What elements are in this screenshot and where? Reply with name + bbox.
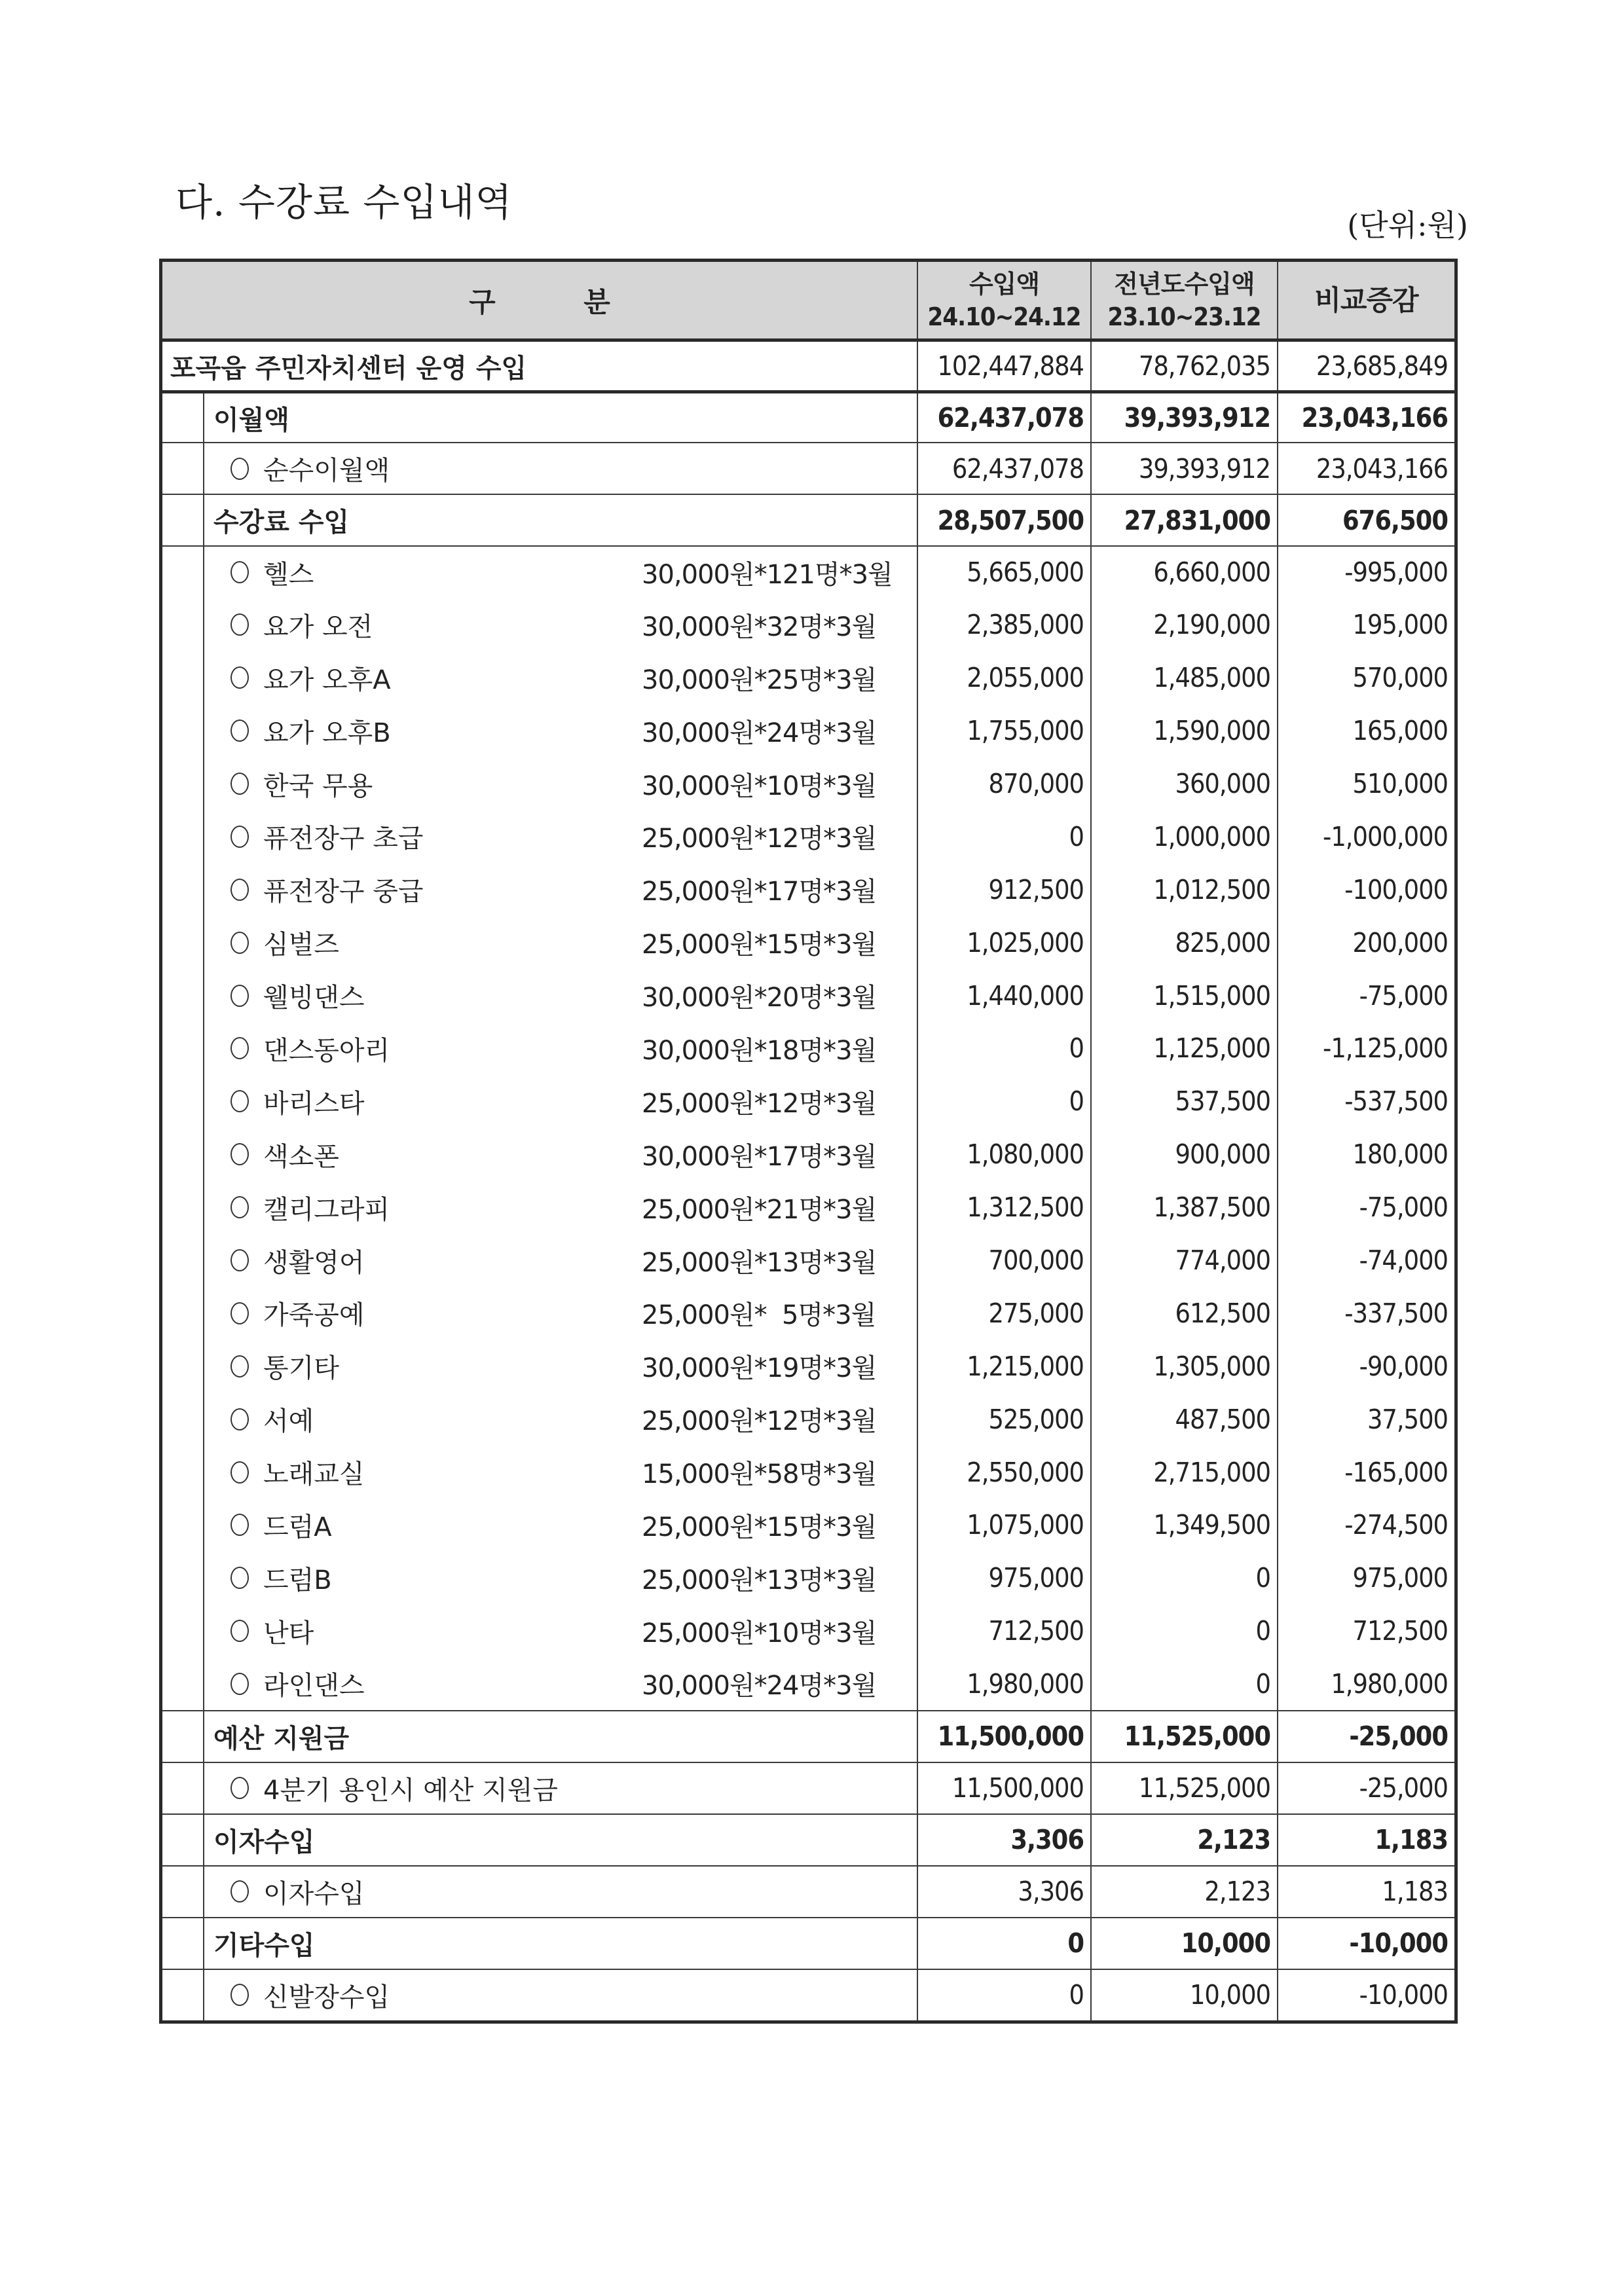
- item-label: [162, 1446, 917, 1499]
- table-row-item: [162, 1865, 1454, 1917]
- indent-column: [162, 1286, 204, 1339]
- item-label: [162, 810, 917, 863]
- group-label: [162, 1815, 917, 1865]
- item-label: [162, 1286, 917, 1339]
- header-previous-title: 전년도수입액: [1114, 269, 1255, 299]
- item-label: [162, 547, 917, 598]
- cell-current: 975,000: [917, 1552, 1090, 1605]
- fee-calculation: 30,000원*121명*3월: [642, 559, 893, 590]
- cell-diff: 1,183: [1277, 1867, 1454, 1917]
- fee-calculation: 25,000원*15명*3월: [642, 1512, 877, 1542]
- cell-previous: 2,190,000: [1090, 598, 1277, 651]
- circle-bullet-icon: [231, 613, 249, 636]
- indent-column: [162, 1552, 204, 1605]
- circle-bullet-icon: [231, 1355, 249, 1377]
- cell-diff: 180,000: [1277, 1128, 1454, 1181]
- indent-column: [162, 547, 204, 598]
- cell-current: 1,755,000: [917, 704, 1090, 757]
- fee-calculation: 25,000원*17명*3월: [642, 877, 877, 907]
- cell-diff: -25,000: [1277, 1763, 1454, 1813]
- fee-calculation: 25,000원*13명*3월: [642, 1247, 877, 1278]
- table-row-group-interest: [162, 1813, 1454, 1865]
- item-label: [162, 1181, 917, 1234]
- cell-previous: 27,831,000: [1090, 495, 1277, 545]
- fee-calculation: 30,000원*24명*3월: [642, 718, 877, 748]
- fee-calculation: 25,000원*12명*3월: [642, 824, 877, 854]
- table-header: [162, 262, 1454, 338]
- fee-calculation: 25,000원*13명*3월: [642, 1565, 877, 1595]
- cell-diff: 200,000: [1277, 916, 1454, 969]
- fee-calculation: 25,000원*15명*3월: [642, 930, 877, 960]
- fee-calculation: 30,000원*32명*3월: [642, 611, 877, 642]
- cell-current: 0: [917, 1022, 1090, 1075]
- table-row-group-carryover: [162, 390, 1454, 442]
- circle-bullet-icon: [231, 1037, 249, 1059]
- fee-calculation: 30,000원*20명*3월: [642, 983, 877, 1013]
- indent-column: [162, 651, 204, 704]
- cell-current: 1,215,000: [917, 1339, 1090, 1393]
- item-label: [162, 1128, 917, 1181]
- cell-current: 11,500,000: [917, 1711, 1090, 1762]
- cell-current: 870,000: [917, 757, 1090, 811]
- cell-previous: 1,012,500: [1090, 863, 1277, 916]
- circle-bullet-icon: [231, 1777, 249, 1799]
- cell-diff: 510,000: [1277, 757, 1454, 811]
- cell-diff: -1,000,000: [1277, 810, 1454, 863]
- cell-current: 11,500,000: [917, 1763, 1090, 1813]
- circle-bullet-icon: [231, 826, 249, 848]
- cell-diff: 676,500: [1277, 495, 1454, 545]
- indent-column: [162, 1022, 204, 1075]
- circle-bullet-icon: [231, 1673, 249, 1695]
- cell-current: 1,025,000: [917, 916, 1090, 969]
- cell-current: 3,306: [917, 1867, 1090, 1917]
- item-label-text: 가죽공예: [263, 1300, 365, 1331]
- item-label: [162, 1339, 917, 1393]
- cell-diff: -74,000: [1277, 1234, 1454, 1287]
- table-row-item: [162, 1762, 1454, 1813]
- item-label: [162, 1499, 917, 1552]
- fee-calculation: 25,000원*12명*3월: [642, 1406, 877, 1437]
- cell-previous: 2,123: [1090, 1815, 1277, 1865]
- table-row-group-budget: [162, 1710, 1454, 1762]
- group-label-text: 수강료 수입: [213, 507, 350, 538]
- section-title: 다. 수강료 수입내역: [175, 180, 513, 225]
- indent-column: [162, 1075, 204, 1128]
- item-label-text: 퓨전장구 중급: [263, 877, 424, 907]
- cell-previous: 1,387,500: [1090, 1181, 1277, 1234]
- cell-diff: 712,500: [1277, 1605, 1454, 1658]
- cell-previous: 1,485,000: [1090, 651, 1277, 704]
- cell-previous: 10,000: [1090, 1918, 1277, 1969]
- item-label-text: 통기타: [263, 1353, 339, 1384]
- cell-current: 1,980,000: [917, 1658, 1090, 1710]
- item-label-text: 서예: [263, 1406, 314, 1437]
- table-row-total: [162, 338, 1454, 390]
- group-label: [162, 1711, 917, 1762]
- cell-current: 5,665,000: [917, 547, 1090, 598]
- indent-column: [162, 443, 204, 494]
- group-label-text: 기타수입: [213, 1930, 315, 1961]
- item-label-text: 드럼A: [263, 1512, 332, 1542]
- cell-diff: 23,043,166: [1277, 443, 1454, 494]
- table-row-item: [162, 1658, 1454, 1710]
- item-label-text: 신발장수입: [263, 1982, 390, 2013]
- table-row-group-other: [162, 1917, 1454, 1969]
- fee-calculation: 30,000원*24명*3월: [642, 1671, 877, 1702]
- indent-column: [162, 969, 204, 1022]
- indent-column: [162, 1970, 204, 2020]
- circle-bullet-icon: [231, 879, 249, 901]
- income-table: [159, 259, 1458, 2024]
- cell-current: 2,550,000: [917, 1446, 1090, 1499]
- indent-column: [162, 1181, 204, 1234]
- cell-current: 1,075,000: [917, 1499, 1090, 1552]
- cell-diff: -995,000: [1277, 547, 1454, 598]
- circle-bullet-icon: [231, 985, 249, 1007]
- table-row-item: [162, 1446, 1454, 1499]
- cell-previous: 612,500: [1090, 1286, 1277, 1339]
- fee-calculation: 30,000원*18명*3월: [642, 1035, 877, 1066]
- header-diff: [1277, 262, 1454, 338]
- item-label-text: 요가 오후A: [263, 665, 391, 695]
- fee-calculation: 25,000원* 5명*3월: [642, 1300, 876, 1331]
- cell-previous: 1,515,000: [1090, 969, 1277, 1022]
- fee-calculation: 30,000원*25명*3월: [642, 665, 877, 695]
- item-label-text: 웰빙댄스: [263, 983, 365, 1013]
- table-row-item: [162, 1075, 1454, 1128]
- cell-diff: -75,000: [1277, 969, 1454, 1022]
- indent-column: [162, 1234, 204, 1287]
- cell-diff: 975,000: [1277, 1552, 1454, 1605]
- item-label-text: 요가 오전: [263, 611, 373, 642]
- item-label-text: 색소폰: [263, 1141, 339, 1172]
- cell-previous: 0: [1090, 1658, 1277, 1710]
- cell-diff: -1,125,000: [1277, 1022, 1454, 1075]
- fee-calculation: 25,000원*10명*3월: [642, 1618, 877, 1649]
- cell-current: 700,000: [917, 1234, 1090, 1287]
- indent-column: [162, 757, 204, 811]
- item-label: [162, 443, 917, 494]
- fee-calculation: 30,000원*19명*3월: [642, 1353, 877, 1384]
- cell-current: 525,000: [917, 1393, 1090, 1446]
- item-label-text: 헬스: [263, 559, 314, 590]
- item-label: [162, 1393, 917, 1446]
- item-label-text: 요가 오후B: [263, 718, 391, 748]
- indent-column: [162, 1763, 204, 1813]
- cell-diff: -10,000: [1277, 1970, 1454, 2020]
- cell-diff: -25,000: [1277, 1711, 1454, 1762]
- group-label: [162, 495, 917, 545]
- table-row-item: [162, 1181, 1454, 1234]
- cell-diff: 1,183: [1277, 1815, 1454, 1865]
- table-row-item: [162, 1022, 1454, 1075]
- circle-bullet-icon: [231, 1408, 249, 1430]
- circle-bullet-icon: [231, 1567, 249, 1589]
- item-label-text: 순수이월액: [263, 456, 390, 486]
- cell-previous: 1,000,000: [1090, 810, 1277, 863]
- item-label: [162, 1658, 917, 1710]
- group-label-text: 예산 지원금: [213, 1723, 350, 1754]
- circle-bullet-icon: [231, 1880, 249, 1903]
- cell-current: 0: [917, 810, 1090, 863]
- circle-bullet-icon: [231, 1461, 249, 1484]
- fee-calculation: 30,000원*17명*3월: [642, 1141, 877, 1172]
- table-row-item: [162, 545, 1454, 598]
- indent-column: [162, 1711, 204, 1762]
- item-label: [162, 1867, 917, 1917]
- table-row-item: [162, 757, 1454, 811]
- indent-column: [162, 495, 204, 545]
- cell-current: 62,437,078: [917, 393, 1090, 442]
- table-row-item: [162, 1128, 1454, 1181]
- header-current: [917, 262, 1090, 338]
- cell-current: 102,447,884: [917, 342, 1090, 390]
- table-row-item: [162, 916, 1454, 969]
- cell-previous: 78,762,035: [1090, 342, 1277, 390]
- cell-previous: 900,000: [1090, 1128, 1277, 1181]
- cell-current: 2,055,000: [917, 651, 1090, 704]
- table-row-item: [162, 1234, 1454, 1287]
- item-label-text: 드럼B: [263, 1565, 332, 1595]
- table-row-item: [162, 1286, 1454, 1339]
- indent-column: [162, 1867, 204, 1917]
- item-label: [162, 704, 917, 757]
- indent-column: [162, 1658, 204, 1710]
- cell-current: 1,080,000: [917, 1128, 1090, 1181]
- indent-column: [162, 393, 204, 442]
- item-label-text: 댄스동아리: [263, 1035, 390, 1066]
- cell-diff: 23,043,166: [1277, 393, 1454, 442]
- indent-column: [162, 598, 204, 651]
- table-row-item: [162, 1499, 1454, 1552]
- indent-column: [162, 1128, 204, 1181]
- item-label: [162, 1605, 917, 1658]
- circle-bullet-icon: [231, 1196, 249, 1218]
- indent-column: [162, 916, 204, 969]
- cell-diff: -337,500: [1277, 1286, 1454, 1339]
- cell-current: 0: [917, 1918, 1090, 1969]
- cell-previous: 11,525,000: [1090, 1763, 1277, 1813]
- item-label: [162, 1970, 917, 2020]
- cell-current: 1,440,000: [917, 969, 1090, 1022]
- cell-current: 3,306: [917, 1815, 1090, 1865]
- cell-diff: 165,000: [1277, 704, 1454, 757]
- item-label: [162, 969, 917, 1022]
- table-row-item: [162, 1552, 1454, 1605]
- cell-diff: -90,000: [1277, 1339, 1454, 1393]
- circle-bullet-icon: [231, 666, 249, 689]
- cell-current: 62,437,078: [917, 443, 1090, 494]
- circle-bullet-icon: [231, 1620, 249, 1642]
- group-label-text: 이자수입: [213, 1827, 315, 1857]
- indent-column: [162, 1918, 204, 1969]
- cell-current: 912,500: [917, 863, 1090, 916]
- fee-calculation: 15,000원*58명*3월: [642, 1459, 877, 1490]
- item-label: [162, 1763, 917, 1813]
- table-row-item: [162, 969, 1454, 1022]
- circle-bullet-icon: [231, 1984, 249, 2006]
- item-label: [162, 1234, 917, 1287]
- item-label-text: 라인댄스: [263, 1671, 365, 1702]
- indent-column: [162, 1446, 204, 1499]
- cell-previous: 1,125,000: [1090, 1022, 1277, 1075]
- unit-label: (단위:원): [1347, 208, 1468, 243]
- cell-previous: 0: [1090, 1605, 1277, 1658]
- cell-diff: -537,500: [1277, 1075, 1454, 1128]
- header-current-period: 24.10~24.12: [927, 302, 1081, 331]
- cell-previous: 0: [1090, 1552, 1277, 1605]
- cell-current: 1,312,500: [917, 1181, 1090, 1234]
- indent-column: [162, 1339, 204, 1393]
- item-label-text: 퓨전장구 초급: [263, 824, 424, 854]
- cell-previous: 2,715,000: [1090, 1446, 1277, 1499]
- item-label: [162, 1022, 917, 1075]
- header-diff-title: 비교증감: [1314, 283, 1418, 316]
- cell-previous: 537,500: [1090, 1075, 1277, 1128]
- group-label: [162, 1918, 917, 1969]
- header-current-title: 수입액: [969, 269, 1040, 299]
- circle-bullet-icon: [231, 720, 249, 742]
- item-label-text: 한국 무용: [263, 771, 373, 801]
- item-label: [162, 916, 917, 969]
- table-row-item: [162, 651, 1454, 704]
- fee-calculation: 30,000원*10명*3월: [642, 771, 877, 801]
- cell-previous: 39,393,912: [1090, 443, 1277, 494]
- item-label-text: 4분기 용인시 예산 지원금: [263, 1775, 558, 1806]
- item-label-text: 심벌즈: [263, 930, 339, 960]
- indent-column: [162, 810, 204, 863]
- indent-column: [162, 1605, 204, 1658]
- cell-previous: 1,349,500: [1090, 1499, 1277, 1552]
- indent-column: [162, 704, 204, 757]
- item-label: [162, 651, 917, 704]
- item-label: [162, 757, 917, 811]
- circle-bullet-icon: [231, 773, 249, 795]
- cell-previous: 1,590,000: [1090, 704, 1277, 757]
- cell-current: 275,000: [917, 1286, 1090, 1339]
- table-row-item: [162, 1605, 1454, 1658]
- header-category: 구 분: [469, 285, 650, 318]
- cell-current: 0: [917, 1075, 1090, 1128]
- indent-column: [162, 1499, 204, 1552]
- cell-diff: -75,000: [1277, 1181, 1454, 1234]
- cell-current: 712,500: [917, 1605, 1090, 1658]
- circle-bullet-icon: [231, 1514, 249, 1536]
- table-row-item: [162, 1969, 1454, 2020]
- cell-diff: -274,500: [1277, 1499, 1454, 1552]
- cell-current: 2,385,000: [917, 598, 1090, 651]
- cell-current: 0: [917, 1970, 1090, 2020]
- cell-diff: 23,685,849: [1277, 342, 1454, 390]
- item-label-text: 생활영어: [263, 1247, 365, 1278]
- item-label-text: 노래교실: [263, 1459, 365, 1490]
- fee-calculation: 25,000원*21명*3월: [642, 1194, 877, 1225]
- cell-diff: 195,000: [1277, 598, 1454, 651]
- circle-bullet-icon: [231, 932, 249, 954]
- circle-bullet-icon: [231, 1090, 249, 1112]
- cell-diff: 37,500: [1277, 1393, 1454, 1446]
- group-label-text: 이월액: [213, 405, 289, 435]
- table-row-item: [162, 1339, 1454, 1393]
- table-row-item: [162, 442, 1454, 494]
- item-label-text: 캘리그라피: [263, 1194, 390, 1225]
- cell-diff: -100,000: [1277, 863, 1454, 916]
- table-row-group-tuition: [162, 494, 1454, 545]
- cell-previous: 487,500: [1090, 1393, 1277, 1446]
- circle-bullet-icon: [231, 1143, 249, 1165]
- cell-previous: 10,000: [1090, 1970, 1277, 2020]
- header-previous-period: 23.10~23.12: [1107, 302, 1261, 331]
- table-row-item: [162, 863, 1454, 916]
- group-label: [162, 393, 917, 442]
- indent-column: [162, 1393, 204, 1446]
- item-label: [162, 1552, 917, 1605]
- indent-column: [162, 863, 204, 916]
- item-label-text: 이자수입: [263, 1878, 365, 1909]
- cell-diff: -165,000: [1277, 1446, 1454, 1499]
- cell-previous: 825,000: [1090, 916, 1277, 969]
- item-label: [162, 863, 917, 916]
- item-label-text: 난타: [263, 1618, 314, 1649]
- circle-bullet-icon: [231, 1249, 249, 1271]
- cell-previous: 2,123: [1090, 1867, 1277, 1917]
- cell-previous: 360,000: [1090, 757, 1277, 811]
- cell-previous: 39,393,912: [1090, 393, 1277, 442]
- cell-previous: 774,000: [1090, 1234, 1277, 1287]
- cell-diff: 1,980,000: [1277, 1658, 1454, 1710]
- cell-diff: -10,000: [1277, 1918, 1454, 1969]
- circle-bullet-icon: [231, 1302, 249, 1324]
- item-label-text: 바리스타: [263, 1088, 365, 1119]
- item-label: [162, 1075, 917, 1128]
- table-row-item: [162, 598, 1454, 651]
- table-row-item: [162, 1393, 1454, 1446]
- table-row-item: [162, 704, 1454, 757]
- item-label: [162, 598, 917, 651]
- cell-previous: 6,660,000: [1090, 547, 1277, 598]
- indent-column: [162, 1815, 204, 1865]
- circle-bullet-icon: [231, 561, 249, 583]
- fee-calculation: 25,000원*12명*3월: [642, 1088, 877, 1119]
- cell-previous: 1,305,000: [1090, 1339, 1277, 1393]
- cell-diff: 570,000: [1277, 651, 1454, 704]
- cell-previous: 11,525,000: [1090, 1711, 1277, 1762]
- table-row-item: [162, 810, 1454, 863]
- circle-bullet-icon: [231, 458, 249, 480]
- cell-current: 28,507,500: [917, 495, 1090, 545]
- header-previous: [1090, 262, 1277, 338]
- row-label: 포곡읍 주민자치센터 운영 수입: [170, 353, 527, 384]
